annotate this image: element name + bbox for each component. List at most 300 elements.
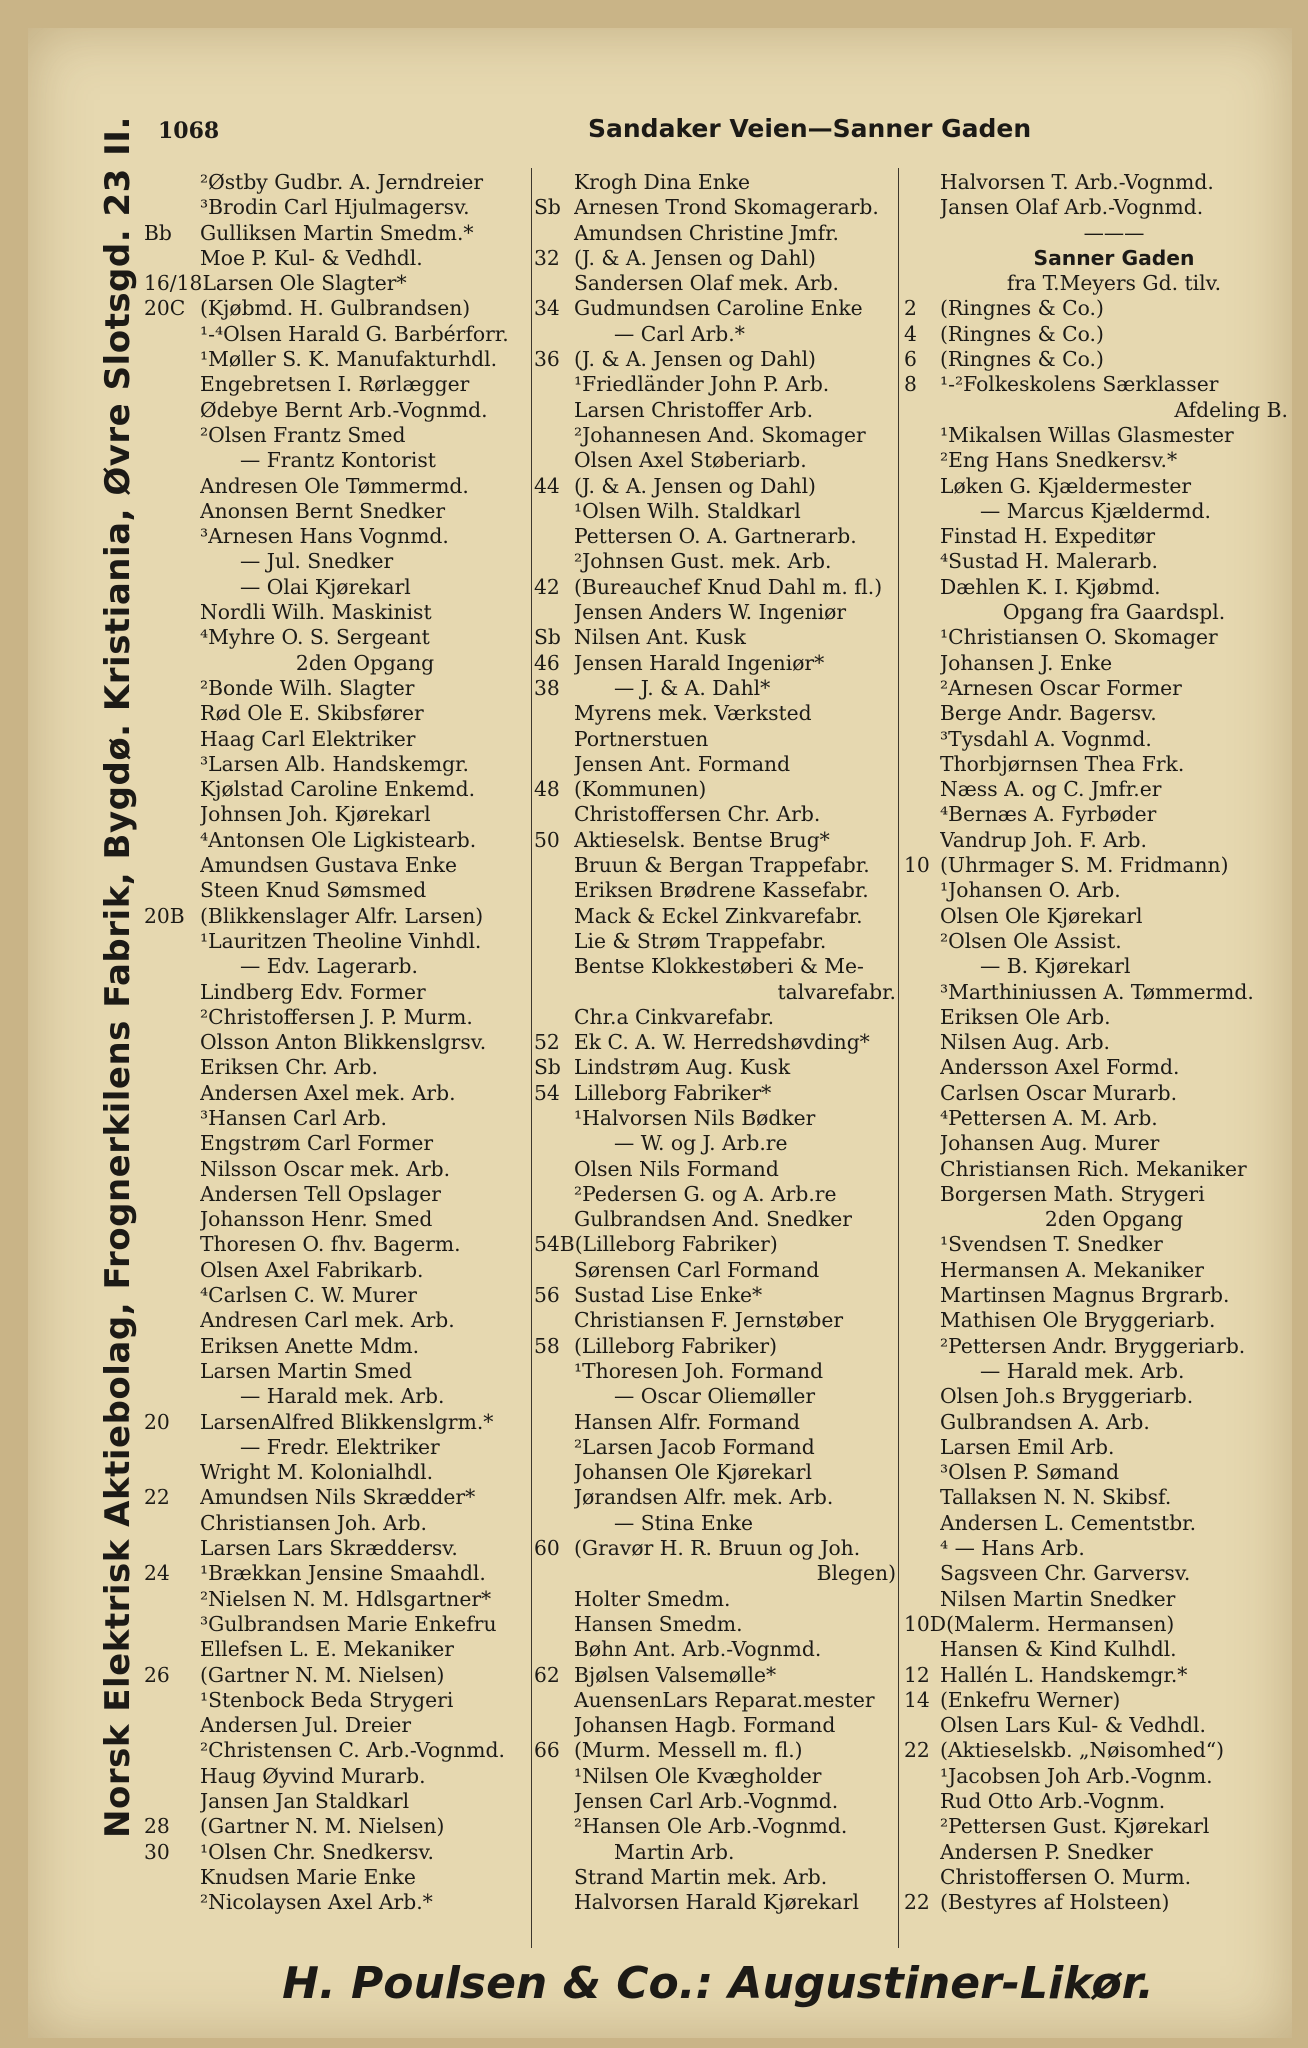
house-number xyxy=(534,1410,574,1435)
house-number xyxy=(904,1005,940,1030)
directory-entry xyxy=(534,423,896,448)
entry-text: (Gartner N. M. Nielsen) xyxy=(200,1814,445,1839)
entry-text: Martin Arb. xyxy=(614,1839,735,1864)
entry-text: Afdeling B. xyxy=(1174,397,1288,422)
directory-entry xyxy=(534,1005,896,1030)
directory-entry xyxy=(144,170,530,195)
entry-text: Johansson Henr. Smed xyxy=(200,1207,433,1232)
entry-text: ²Pedersen G. og A. Arb.re xyxy=(574,1181,837,1206)
directory-entry xyxy=(534,1485,896,1510)
house-number xyxy=(534,1840,574,1865)
directory-entry xyxy=(144,1283,530,1308)
directory-entry xyxy=(144,651,530,676)
house-number xyxy=(904,904,940,929)
house-number xyxy=(144,474,200,499)
directory-entry xyxy=(904,1283,1288,1308)
directory-entry xyxy=(144,271,530,296)
directory-entry xyxy=(144,1713,530,1738)
entry-text: — Carl Arb.* xyxy=(614,321,745,346)
page-title: Sandaker Veien—Sanner Gaden xyxy=(588,114,1032,143)
house-number xyxy=(534,1587,574,1612)
entry-text: talvarefabr. xyxy=(777,979,896,1004)
directory-entry xyxy=(904,1055,1288,1080)
entry-text: Christoffersen O. Murm. xyxy=(940,1864,1192,1889)
house-number xyxy=(534,1511,574,1536)
house-number xyxy=(144,1131,200,1156)
directory-entry xyxy=(904,271,1288,296)
directory-entry xyxy=(534,1840,896,1865)
house-number xyxy=(904,929,940,954)
directory-entry xyxy=(904,1789,1288,1814)
house-number xyxy=(904,1106,940,1131)
entry-text: Larsen Ole Slagter* xyxy=(202,271,407,296)
house-number xyxy=(904,1789,940,1814)
house-number xyxy=(534,600,574,625)
directory-entry xyxy=(144,347,530,372)
house-number: 54B xyxy=(534,1232,575,1257)
house-number xyxy=(144,777,200,802)
directory-entry xyxy=(534,195,896,220)
directory-entry xyxy=(534,1738,896,1763)
entry-text: Olsen Lars Kul- & Vedhdl. xyxy=(940,1713,1206,1738)
entry-text: Vandrup Joh. F. Arb. xyxy=(940,827,1147,852)
directory-entry xyxy=(904,347,1288,372)
directory-entry xyxy=(144,752,530,777)
column-1 xyxy=(144,170,530,1915)
house-number: 20 xyxy=(144,1409,170,1434)
house-number: 10 xyxy=(904,853,930,878)
entry-text: ³Brodin Carl Hjulmagersv. xyxy=(200,195,470,220)
entry-text: Hansen Alfr. Formand xyxy=(574,1409,800,1434)
entry-text: Johnsen Joh. Kjørekarl xyxy=(200,802,431,827)
house-number xyxy=(534,1384,574,1409)
entry-text: ²Christensen C. Arb.-Vognmd. xyxy=(200,1738,505,1763)
directory-entry xyxy=(904,221,1288,246)
house-number: 22 xyxy=(904,1890,930,1915)
entry-text: ³Marthiniussen A. Tømmermd. xyxy=(940,979,1254,1004)
directory-entry xyxy=(534,1283,896,1308)
house-number xyxy=(144,853,200,878)
entry-text: (Aktieselskb. „Nøisomhed“) xyxy=(940,1738,1225,1763)
entry-text: Sandersen Olaf mek. Arb. xyxy=(574,271,839,296)
entry-text: ³Hansen Carl Arb. xyxy=(200,1105,387,1130)
house-number xyxy=(534,1435,574,1460)
entry-text: ¹Brækkan Jensine Smaahdl. xyxy=(200,1561,486,1586)
directory-entry xyxy=(534,1814,896,1839)
directory-entry xyxy=(904,524,1288,549)
directory-entry xyxy=(534,980,896,1005)
column-divider xyxy=(898,168,899,1948)
house-number xyxy=(904,1157,940,1182)
house-number xyxy=(144,1536,200,1561)
directory-entry xyxy=(534,1460,896,1485)
entry-text: Haag Carl Elektriker xyxy=(200,726,416,751)
house-number xyxy=(144,1081,200,1106)
entry-text: — Frantz Kontorist xyxy=(240,448,436,473)
entry-text: ¹Christiansen O. Skomager xyxy=(940,625,1218,650)
house-number xyxy=(534,1612,574,1637)
entry-text: — Oscar Oliemøller xyxy=(614,1384,816,1409)
entry-text: Engstrøm Carl Former xyxy=(200,1131,434,1156)
entry-text: ³Gulbrandsen Marie Enkefru xyxy=(200,1611,497,1636)
house-number: 38 xyxy=(534,675,560,700)
entry-text: Christiansen Rich. Mekaniker xyxy=(940,1156,1247,1181)
directory-entry xyxy=(534,1232,896,1257)
directory-entry xyxy=(904,828,1288,853)
entry-text: (Kommunen) xyxy=(574,777,707,802)
house-number: 32 xyxy=(534,245,560,270)
directory-entry xyxy=(904,372,1288,397)
house-number xyxy=(904,752,940,777)
house-number xyxy=(144,1764,200,1789)
directory-entry xyxy=(534,1561,896,1586)
entry-text: — Harald mek. Arb. xyxy=(980,1358,1185,1383)
entry-text: ²Østby Gudbr. A. Jerndreier xyxy=(200,170,484,194)
entry-text: (Murm. Messell m. fl.) xyxy=(574,1738,803,1763)
house-number xyxy=(534,221,574,246)
directory-entry xyxy=(904,1460,1288,1485)
directory-entry xyxy=(144,1536,530,1561)
house-number xyxy=(144,1688,200,1713)
directory-entry xyxy=(144,1005,530,1030)
house-number xyxy=(904,246,940,271)
directory-entry xyxy=(534,1410,896,1435)
entry-text: Ødebye Bernt Arb.-Vognmd. xyxy=(200,397,488,422)
entry-text: Larsen Lars Skræddersv. xyxy=(200,1536,458,1561)
house-number: 10D xyxy=(904,1611,947,1636)
entry-text: Halvorsen Harald Kjørekarl xyxy=(574,1890,859,1915)
house-number xyxy=(904,954,940,979)
directory-entry xyxy=(904,752,1288,777)
entry-text: Lindberg Edv. Former xyxy=(200,979,426,1004)
house-number: 4 xyxy=(904,321,917,346)
house-number xyxy=(144,1005,200,1030)
directory-entry xyxy=(904,1587,1288,1612)
house-number: 20B xyxy=(144,903,185,928)
entry-text: LarsenAlfred Blikkenslgrm.* xyxy=(200,1409,494,1434)
house-number: 30 xyxy=(144,1839,170,1864)
directory-entry xyxy=(144,1764,530,1789)
house-number: 62 xyxy=(534,1662,560,1687)
directory-entry xyxy=(904,1561,1288,1586)
directory-entry xyxy=(904,1713,1288,1738)
entry-text: Rød Ole E. Skibsfører xyxy=(200,701,424,726)
directory-entry xyxy=(534,170,896,195)
entry-text: ³Tysdahl A. Vognmd. xyxy=(940,726,1152,751)
directory-page xyxy=(28,28,1292,2038)
entry-text: Jansen Olaf Arb.-Vognmd. xyxy=(940,195,1204,220)
directory-entry xyxy=(904,727,1288,752)
directory-entry xyxy=(534,474,896,499)
directory-entry xyxy=(904,1258,1288,1283)
directory-entry xyxy=(904,1663,1288,1688)
directory-entry xyxy=(904,1359,1288,1384)
house-number xyxy=(534,802,574,827)
house-number xyxy=(144,1511,200,1536)
entry-text: — Marcus Kjældermd. xyxy=(980,498,1211,523)
directory-entry xyxy=(904,1410,1288,1435)
directory-entry xyxy=(144,676,530,701)
directory-entry xyxy=(534,1865,896,1890)
directory-entry xyxy=(534,828,896,853)
entry-text: Aktieselsk. Bentse Brug* xyxy=(574,827,830,852)
entry-text: (J. & A. Jensen og Dahl) xyxy=(574,473,816,498)
house-number xyxy=(144,802,200,827)
directory-entry xyxy=(144,625,530,650)
directory-entry xyxy=(904,625,1288,650)
entry-text: Eriksen Anette Mdm. xyxy=(200,1333,420,1358)
entry-text: (Ringnes & Co.) xyxy=(940,347,1104,372)
house-number xyxy=(534,1359,574,1384)
directory-entry xyxy=(144,1663,530,1688)
house-number xyxy=(534,1207,574,1232)
directory-entry xyxy=(144,1890,530,1915)
entry-text: Gulliksen Martin Smedm.* xyxy=(200,220,474,245)
entry-text: (Bestyres af Holsteen) xyxy=(940,1890,1170,1915)
directory-entry xyxy=(144,1359,530,1384)
directory-entry xyxy=(144,246,530,271)
entry-text: Nilsen Aug. Arb. xyxy=(940,1030,1110,1055)
directory-entry xyxy=(534,1182,896,1207)
entry-text: Dæhlen K. I. Kjøbmd. xyxy=(940,574,1161,599)
house-number xyxy=(144,170,200,195)
directory-entry xyxy=(144,1738,530,1763)
directory-entry xyxy=(144,600,530,625)
entry-text: (Uhrmager S. M. Fridmann) xyxy=(940,853,1229,878)
entry-text: ⁴Sustad H. Malerarb. xyxy=(940,549,1159,574)
directory-entry xyxy=(144,575,530,600)
directory-entry xyxy=(144,423,530,448)
house-number xyxy=(534,271,574,296)
directory-entry xyxy=(904,322,1288,347)
house-number xyxy=(904,474,940,499)
house-number xyxy=(534,1764,574,1789)
house-number xyxy=(144,1890,200,1915)
house-number xyxy=(144,1384,200,1409)
house-number: 60 xyxy=(534,1536,560,1561)
directory-entry xyxy=(904,1485,1288,1510)
house-number xyxy=(904,1131,940,1156)
house-number xyxy=(904,600,940,625)
entry-text: Berge Andr. Bagersv. xyxy=(940,701,1157,726)
page-number: 1068 xyxy=(158,118,220,144)
directory-entry xyxy=(534,1713,896,1738)
entry-text: ⁴Myhre O. S. Sergeant xyxy=(200,625,430,650)
entry-text: — W. og J. Arb.re xyxy=(614,1131,788,1156)
entry-text: ¹Olsen Chr. Snedkersv. xyxy=(200,1839,434,1864)
house-number xyxy=(534,398,574,423)
directory-entry xyxy=(534,853,896,878)
house-number xyxy=(144,1334,200,1359)
entry-text: Amundsen Nils Skrædder* xyxy=(200,1485,476,1510)
directory-entry xyxy=(904,1182,1288,1207)
house-number xyxy=(144,1182,200,1207)
directory-entry xyxy=(904,651,1288,676)
entry-text: 2den Opgang xyxy=(1044,1207,1184,1232)
directory-entry xyxy=(534,1308,896,1333)
directory-entry xyxy=(144,499,530,524)
entry-text: ——— xyxy=(1083,220,1145,245)
house-number: Sb xyxy=(534,1055,561,1080)
house-number: 20C xyxy=(144,296,186,321)
house-number: 14 xyxy=(904,1687,930,1712)
house-number: 26 xyxy=(144,1662,170,1687)
directory-entry xyxy=(534,1688,896,1713)
house-number xyxy=(144,1738,200,1763)
house-number: 22 xyxy=(144,1485,170,1510)
directory-entry xyxy=(904,1131,1288,1156)
entry-text: Nilsson Oscar mek. Arb. xyxy=(200,1156,451,1181)
directory-entry xyxy=(534,1081,896,1106)
house-number xyxy=(904,195,940,220)
directory-entry xyxy=(534,246,896,271)
entry-text: ²Arnesen Oscar Former xyxy=(940,675,1182,700)
entry-text: Eriksen Brødrene Kassefabr. xyxy=(574,878,869,903)
directory-entry xyxy=(144,727,530,752)
directory-entry xyxy=(904,1637,1288,1662)
entry-text: Sagsveen Chr. Garversv. xyxy=(940,1561,1191,1586)
directory-entry xyxy=(534,802,896,827)
house-number xyxy=(534,499,574,524)
directory-entry xyxy=(904,1612,1288,1637)
directory-entry xyxy=(534,499,896,524)
entry-text: Kjølstad Caroline Enkemd. xyxy=(200,777,476,802)
house-number: 2 xyxy=(904,296,917,321)
directory-entry xyxy=(534,1359,896,1384)
entry-text: Hallén L. Handskemgr.* xyxy=(940,1662,1188,1687)
directory-entry xyxy=(144,1688,530,1713)
entry-text: Myrens mek. Værksted xyxy=(574,701,812,726)
house-number xyxy=(534,1890,574,1915)
directory-entry xyxy=(144,1106,530,1131)
entry-text: ¹Halvorsen Nils Bødker xyxy=(574,1105,816,1130)
house-number xyxy=(904,651,940,676)
house-number xyxy=(144,1232,200,1257)
entry-text: ¹Olsen Wilh. Staldkarl xyxy=(574,498,801,523)
column-3 xyxy=(904,170,1288,1915)
entry-text: Haug Øyvind Murarb. xyxy=(200,1763,426,1788)
entry-text: (Gartner N. M. Nielsen) xyxy=(200,1662,445,1687)
entry-text: Bruun & Bergan Trappefabr. xyxy=(574,853,870,878)
directory-entry xyxy=(534,1435,896,1460)
entry-text: Chr.a Cinkvarefabr. xyxy=(574,1004,775,1029)
house-number xyxy=(904,524,940,549)
house-number xyxy=(534,727,574,752)
entry-text: Andersen P. Snedker xyxy=(940,1839,1153,1864)
side-advertisement: Norsk Elektrisk Aktiebolag, Frognerkilens Fabrik, Bygdø. Kristiania, Øvre Slotsgd. 23 II. xyxy=(98,116,138,1838)
entry-text: ⁴Carlsen C. W. Murer xyxy=(200,1283,417,1308)
directory-entry xyxy=(144,1030,530,1055)
entry-text: ³Larsen Alb. Handskemgr. xyxy=(200,751,469,776)
entry-text: ²Pettersen Andr. Bryggeriarb. xyxy=(940,1333,1246,1358)
entry-text: (Lilleborg Fabriker) xyxy=(574,1333,778,1358)
entry-text: (Malerm. Hermansen) xyxy=(946,1611,1175,1636)
entry-text: Bentse Klokkestøberi & Me- xyxy=(574,954,864,979)
entry-text: ⁴ — Hans Arb. xyxy=(940,1536,1085,1561)
entry-text: Nilsen Martin Snedker xyxy=(940,1586,1176,1611)
house-number xyxy=(144,651,200,676)
house-number xyxy=(904,727,940,752)
directory-entry xyxy=(904,1308,1288,1333)
house-number xyxy=(144,954,200,979)
house-number xyxy=(144,398,200,423)
entry-text: Andresen Carl mek. Arb. xyxy=(200,1308,455,1333)
entry-text: Thorbjørnsen Thea Frk. xyxy=(940,751,1185,776)
directory-entry xyxy=(144,448,530,473)
entry-text: (Ringnes & Co.) xyxy=(940,321,1104,346)
entry-text: Borgersen Math. Strygeri xyxy=(940,1181,1205,1206)
house-number: 46 xyxy=(534,650,560,675)
directory-entry xyxy=(534,1131,896,1156)
entry-text: ²Pettersen Gust. Kjørekarl xyxy=(940,1814,1210,1839)
house-number xyxy=(534,1485,574,1510)
directory-entry xyxy=(534,1890,896,1915)
entry-text: Holter Smedm. xyxy=(574,1586,731,1611)
entry-text: Andersen Tell Opslager xyxy=(200,1181,441,1206)
directory-entry xyxy=(904,1814,1288,1839)
house-number xyxy=(904,878,940,903)
entry-text: Olsen Axel Støberiarb. xyxy=(574,448,807,473)
entry-text: Johansen Hagb. Formand xyxy=(574,1713,836,1738)
entry-text: ¹Friedländer John P. Arb. xyxy=(574,372,830,397)
entry-text: ¹Mikalsen Willas Glasmester xyxy=(940,422,1234,447)
house-number: 8 xyxy=(904,372,917,397)
house-number xyxy=(904,1410,940,1435)
house-number xyxy=(904,1865,940,1890)
entry-text: ²Johnsen Gust. mek. Arb. xyxy=(574,549,832,574)
directory-entry xyxy=(904,1511,1288,1536)
entry-text: Næss A. og C. Jmfr.er xyxy=(940,777,1162,802)
directory-entry xyxy=(534,752,896,777)
entry-text: ¹Lauritzen Theoline Vinhdl. xyxy=(200,928,482,953)
directory-entry xyxy=(144,1055,530,1080)
directory-entry xyxy=(904,701,1288,726)
house-number xyxy=(904,1511,940,1536)
directory-entry xyxy=(144,1157,530,1182)
house-number xyxy=(144,1460,200,1485)
house-number xyxy=(144,1637,200,1662)
entry-text: Bjølsen Valsemølle* xyxy=(574,1662,777,1687)
entry-text: Lilleborg Fabriker* xyxy=(574,1080,772,1105)
house-number xyxy=(534,954,574,979)
house-number xyxy=(144,1283,200,1308)
entry-text: — J. & A. Dahl* xyxy=(614,675,771,700)
entry-text: Thoresen O. fhv. Bagerm. xyxy=(200,1232,461,1257)
entry-text: Eriksen Chr. Arb. xyxy=(200,1055,378,1080)
entry-text: Pettersen O. A. Gartnerarb. xyxy=(574,524,857,549)
directory-entry xyxy=(904,170,1288,195)
directory-entry xyxy=(534,1258,896,1283)
directory-entry xyxy=(904,549,1288,574)
directory-entry xyxy=(904,423,1288,448)
entry-text: Johansen Aug. Murer xyxy=(940,1131,1160,1156)
house-number: 16/18 xyxy=(144,271,203,296)
directory-entry xyxy=(534,727,896,752)
directory-entry xyxy=(534,1207,896,1232)
directory-entry xyxy=(904,1840,1288,1865)
entry-text: (Bureauchef Knud Dahl m. fl.) xyxy=(574,574,883,599)
house-number xyxy=(904,271,940,296)
house-number: 66 xyxy=(534,1738,560,1763)
house-number xyxy=(534,1637,574,1662)
directory-entry xyxy=(534,1663,896,1688)
house-number xyxy=(904,170,940,195)
house-number xyxy=(144,727,200,752)
house-number xyxy=(144,423,200,448)
house-number xyxy=(904,499,940,524)
directory-entry xyxy=(904,1764,1288,1789)
directory-entry xyxy=(144,1182,530,1207)
